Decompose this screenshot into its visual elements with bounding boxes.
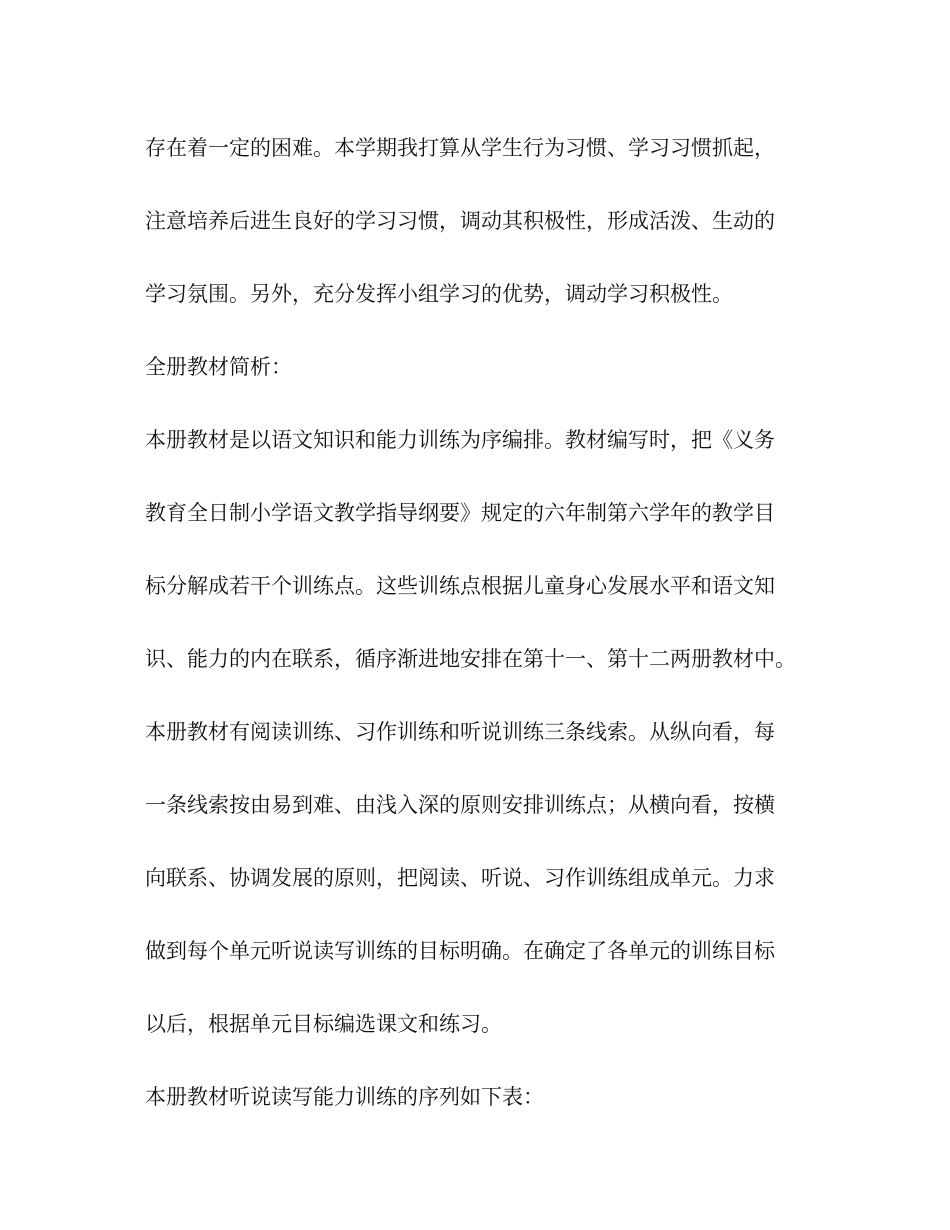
section-heading: 全册教材简析： [145, 355, 292, 379]
text-line: 存在着一定的困难。本学期我打算从学生行为习惯、学习习惯抓起， [145, 136, 775, 160]
text-line: 做到每个单元听说读写训练的目标明确。在确定了各单元的训练目标 [145, 939, 775, 963]
text-line: 本册教材是以语文知识和能力训练为序编排。教材编写时，把《义务 [145, 428, 775, 452]
text-line: 教育全日制小学语文教学指导纲要》规定的六年制第六学年的教学目 [145, 501, 775, 525]
text-line: 注意培养后进生良好的学习习惯，调动其积极性，形成活泼、生动的 [145, 209, 775, 233]
text-line: 本册教材有阅读训练、习作训练和听说训练三条线索。从纵向看，每 [145, 720, 775, 744]
text-line: 一条线索按由易到难、由浅入深的原则安排训练点；从横向看，按横 [145, 793, 775, 817]
text-line: 本册教材听说读写能力训练的序列如下表： [145, 1085, 544, 1109]
text-line: 标分解成若干个训练点。这些训练点根据儿童身心发展水平和语文知 [145, 574, 775, 598]
text-line: 学习氛围。另外，充分发挥小组学习的优势，调动学习积极性。 [145, 282, 733, 306]
text-line: 向联系、协调发展的原则，把阅读、听说、习作训练组成单元。力求 [145, 866, 775, 890]
text-line: 以后，根据单元目标编选课文和练习。 [145, 1012, 502, 1036]
document-text [145, 124, 810, 1146]
text-line: 识、能力的内在联系，循序渐进地安排在第十一、第十二两册教材中。 [145, 647, 796, 671]
